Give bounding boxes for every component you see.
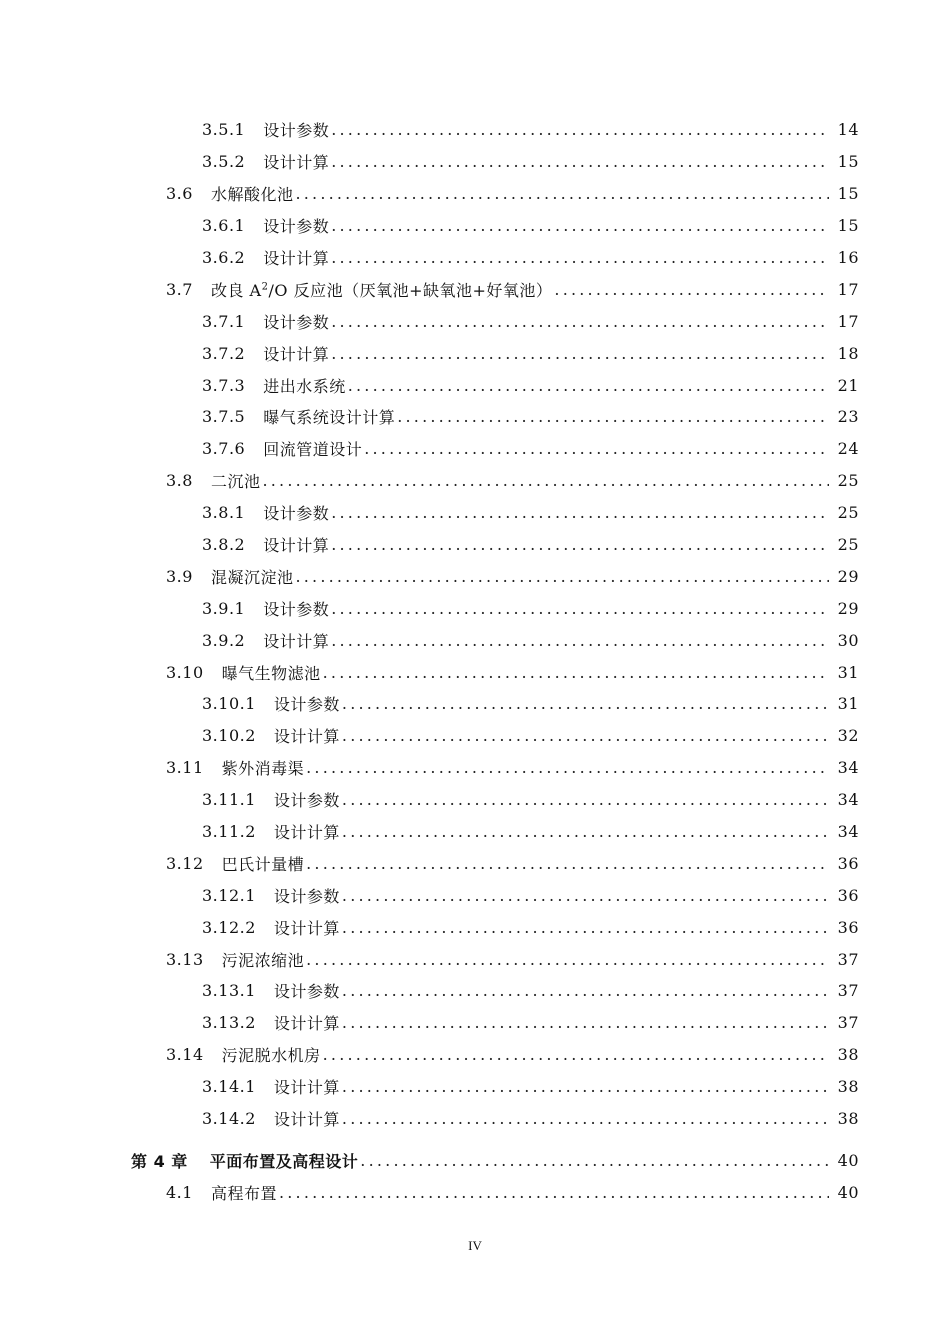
toc-entry-page-number: 25 <box>837 503 859 523</box>
toc-leader-dots <box>331 631 829 650</box>
toc-entry[interactable] <box>0 305 950 337</box>
toc-entry-page-number: 38 <box>837 1109 859 1129</box>
toc-entry-title: 设计参数 <box>273 695 340 715</box>
toc-entry-page-number: 36 <box>837 885 859 905</box>
toc-entry-page-number: 37 <box>837 1013 859 1033</box>
toc-entry[interactable] <box>0 114 950 146</box>
toc-entry-title: 紫外消毒渠 <box>221 759 305 779</box>
toc-leader-dots <box>279 1183 829 1202</box>
toc-entry-number: 3.7 <box>166 279 193 299</box>
toc-entry[interactable] <box>0 337 950 369</box>
toc-entry[interactable] <box>0 847 950 879</box>
toc-entry-title: 设计参数 <box>263 599 330 619</box>
toc-entry-title-superscript: 2 <box>261 281 269 293</box>
toc-entry-title: 二沉池 <box>210 472 261 492</box>
toc-entry-page-number: 40 <box>837 1182 859 1202</box>
toc-entry[interactable] <box>0 1071 950 1103</box>
toc-entry-page-number: 34 <box>837 822 859 842</box>
toc-entry-number: 第 4 章 <box>131 1151 188 1171</box>
toc-entry-title-part: 改良 A <box>210 280 262 300</box>
toc-entry[interactable] <box>0 943 950 975</box>
toc-entry-title: 设计计算 <box>263 536 330 556</box>
toc-entry-page-number: 24 <box>837 439 859 459</box>
toc-entry[interactable] <box>0 1007 950 1039</box>
toc-entry-title: 设计参数 <box>263 312 330 332</box>
toc-entry-page-number: 23 <box>837 407 859 427</box>
toc-entry[interactable] <box>0 656 950 688</box>
toc-leader-dots <box>323 1045 829 1064</box>
toc-leader-dots <box>262 471 829 490</box>
toc-entry-title: 设计计算 <box>273 727 340 747</box>
toc-entry-number: 3.14 <box>166 1045 204 1065</box>
toc-entry[interactable] <box>0 688 950 720</box>
toc-entry-page-number: 15 <box>837 152 859 172</box>
toc-entry-page-number: 29 <box>837 598 859 618</box>
toc-entry-number: 3.8 <box>166 471 193 491</box>
toc-entry-number: 3.13.1 <box>202 981 256 1001</box>
toc-entry-title <box>211 278 552 301</box>
toc-leader-dots <box>331 216 829 235</box>
toc-entry-title: 巴氏计量槽 <box>221 854 305 874</box>
toc-entry-page-number: 32 <box>837 726 859 746</box>
toc-leader-dots <box>295 567 829 586</box>
toc-entry-title: 设计参数 <box>273 982 340 1002</box>
toc-entry[interactable] <box>0 210 950 242</box>
toc-entry-number: 3.6.2 <box>202 248 246 267</box>
toc-leader-dots <box>331 312 829 331</box>
toc-entry-page-number: 14 <box>837 120 859 140</box>
toc-entry[interactable] <box>0 465 950 497</box>
toc-entry-number: 3.6 <box>166 184 193 204</box>
toc-entry-page-number: 21 <box>837 375 859 395</box>
toc-entry-number: 3.12.1 <box>202 885 256 905</box>
toc-leader-dots <box>360 1151 829 1170</box>
toc-entry-number: 3.6.1 <box>202 216 246 236</box>
toc-entry-page-number: 34 <box>837 790 859 810</box>
toc-leader-dots <box>364 439 829 458</box>
toc-entry-page-number: 16 <box>837 248 859 267</box>
toc-entry-page-number: 34 <box>837 758 859 778</box>
toc-entry[interactable] <box>0 752 950 784</box>
toc-entry-title: 设计计算 <box>263 344 330 364</box>
toc-entry[interactable] <box>0 497 950 529</box>
toc-leader-dots <box>331 152 829 171</box>
toc-leader-dots <box>306 854 829 873</box>
toc-entry[interactable] <box>0 720 950 752</box>
toc-entry-title: 设计计算 <box>273 823 340 843</box>
toc-entry-title: 污泥浓缩池 <box>221 950 305 970</box>
toc-entry-title: 曝气生物滤池 <box>221 663 321 683</box>
toc-entry-title: 进出水系统 <box>263 376 346 396</box>
toc-entry-page-number: 15 <box>837 216 859 236</box>
toc-entry-number: 3.7.6 <box>202 439 246 459</box>
toc-entry-number: 3.9 <box>166 566 193 586</box>
toc-leader-dots <box>331 535 829 554</box>
toc-entry[interactable] <box>0 624 950 656</box>
toc-entry-page-number: 37 <box>837 981 859 1001</box>
page-number-footer: IV <box>468 1238 482 1253</box>
toc-entry-title: 混凝沉淀池 <box>210 567 294 587</box>
toc-entry-title: 设计计算 <box>273 1078 340 1098</box>
toc-entry-page-number: 25 <box>837 471 859 491</box>
toc-entry-title: 设计计算 <box>263 631 330 651</box>
toc-entry-title: 设计计算 <box>273 918 340 938</box>
toc-entry-title-part: /O 反应池（厌氧池+缺氧池+好氧池） <box>268 280 553 300</box>
toc-entry-page-number: 40 <box>837 1150 859 1170</box>
toc-entry-page-number: 36 <box>837 917 859 937</box>
toc-entry-page-number: 17 <box>837 279 859 299</box>
toc-entry-number: 3.11.1 <box>202 790 256 810</box>
toc-entry[interactable] <box>0 911 950 943</box>
toc-entry[interactable] <box>0 560 950 592</box>
toc-leader-dots <box>331 599 829 618</box>
toc-entry-number: 3.12.2 <box>202 917 256 937</box>
toc-entry-number: 3.5.1 <box>202 120 246 140</box>
toc-leader-dots <box>342 1109 829 1128</box>
toc-entry[interactable] <box>0 1103 950 1135</box>
toc-entry-number: 3.7.3 <box>202 375 246 395</box>
toc-entry-number: 3.9.2 <box>202 630 246 650</box>
toc-entry[interactable] <box>0 529 950 561</box>
toc-entry-number: 3.14.2 <box>202 1109 256 1129</box>
toc-entry-number: 3.14.1 <box>202 1077 256 1097</box>
toc-entry[interactable] <box>0 592 950 624</box>
toc-entry-page-number: 38 <box>837 1077 859 1097</box>
toc-entry[interactable] <box>0 242 950 274</box>
toc-entry-title: 曝气系统设计计算 <box>263 408 396 428</box>
toc-entry-page-number: 31 <box>837 662 859 682</box>
toc-entry-number: 3.10.2 <box>202 726 256 746</box>
toc-entry-title: 平面布置及高程设计 <box>209 1151 359 1171</box>
toc-leader-dots <box>348 376 829 395</box>
toc-entry-title: 设计参数 <box>273 886 340 906</box>
toc-entry-number: 3.7.5 <box>202 407 246 427</box>
toc-leader-dots <box>342 981 829 1000</box>
toc-entry-number: 3.8.2 <box>202 535 246 555</box>
toc-leader-dots <box>306 758 829 777</box>
toc-entry-title: 设计参数 <box>263 121 330 141</box>
toc-entry-page-number: 25 <box>837 535 859 555</box>
toc-entry-title: 回流管道设计 <box>263 440 363 460</box>
toc-entry-page-number: 30 <box>837 630 859 650</box>
toc-leader-dots <box>342 726 829 745</box>
toc-entry[interactable] <box>0 146 950 178</box>
toc-chapter-entry[interactable] <box>0 1145 950 1177</box>
toc-entry-title: 设计参数 <box>263 504 330 524</box>
toc-leader-dots <box>342 790 829 809</box>
toc-entry-number: 3.7.1 <box>202 311 246 331</box>
toc-entry-page-number: 17 <box>837 311 859 331</box>
toc-entry-title: 污泥脱水机房 <box>221 1046 321 1066</box>
toc-entry[interactable] <box>0 784 950 816</box>
toc-entry-title: 水解酸化池 <box>210 185 294 205</box>
toc-leader-dots <box>342 1013 829 1032</box>
toc-entry-number: 3.13 <box>166 949 204 969</box>
toc-entry-number: 3.7.2 <box>202 343 246 363</box>
toc-leader-dots <box>342 886 829 905</box>
toc-entry-title: 设计计算 <box>273 1110 340 1130</box>
toc-entry[interactable] <box>0 879 950 911</box>
toc-leader-dots <box>295 184 829 203</box>
toc-entry-page-number: 18 <box>837 343 859 363</box>
toc-entry-title: 设计计算 <box>263 249 330 268</box>
toc-entry-title: 设计计算 <box>273 1014 340 1034</box>
toc-leader-dots <box>342 1077 829 1096</box>
toc-entry-page-number: 29 <box>837 566 859 586</box>
toc-entry-title: 高程布置 <box>210 1183 277 1203</box>
toc-entry-number: 3.9.1 <box>202 598 246 618</box>
toc-entry[interactable] <box>0 178 950 210</box>
toc-entry[interactable] <box>0 816 950 848</box>
toc-entry[interactable] <box>0 433 950 465</box>
toc-entry[interactable] <box>0 401 950 433</box>
toc-entry-page-number: 15 <box>837 184 859 204</box>
toc-entry-page-number: 38 <box>837 1045 859 1065</box>
toc-entry-number: 3.10.1 <box>202 694 256 714</box>
toc-entry-number: 4.1 <box>166 1182 193 1202</box>
toc-leader-dots <box>331 503 829 522</box>
toc-leader-dots <box>331 248 829 267</box>
toc-entry-title: 设计参数 <box>273 791 340 811</box>
toc-leader-dots <box>342 694 829 713</box>
toc-entry-number: 3.11.2 <box>202 822 256 842</box>
toc-leader-dots <box>397 407 829 426</box>
toc-leader-dots <box>342 822 829 841</box>
toc-entry-number: 3.12 <box>166 853 204 873</box>
toc-entry[interactable] <box>0 1176 950 1208</box>
table-of-contents <box>0 114 950 1208</box>
toc-leader-dots <box>342 918 829 937</box>
toc-entry-number: 3.5.2 <box>202 152 246 172</box>
toc-entry-number: 3.10 <box>166 662 204 682</box>
toc-entry-page-number: 31 <box>837 694 859 714</box>
toc-entry-title: 设计参数 <box>263 217 330 237</box>
toc-entry-page-number: 36 <box>837 853 859 873</box>
toc-entry[interactable] <box>0 1039 950 1071</box>
toc-entry[interactable] <box>0 975 950 1007</box>
toc-leader-dots <box>323 663 829 682</box>
toc-entry-number: 3.8.1 <box>202 503 246 523</box>
toc-leader-dots <box>331 344 829 363</box>
toc-entry[interactable] <box>0 273 950 305</box>
toc-entry-title: 设计计算 <box>263 153 330 173</box>
toc-entry-number: 3.11 <box>166 758 204 778</box>
toc-entry-number: 3.13.2 <box>202 1013 256 1033</box>
toc-entry-page-number: 37 <box>837 949 859 969</box>
toc-leader-dots <box>554 280 829 299</box>
toc-entry[interactable] <box>0 369 950 401</box>
toc-leader-dots <box>331 120 829 139</box>
toc-leader-dots <box>306 950 829 969</box>
